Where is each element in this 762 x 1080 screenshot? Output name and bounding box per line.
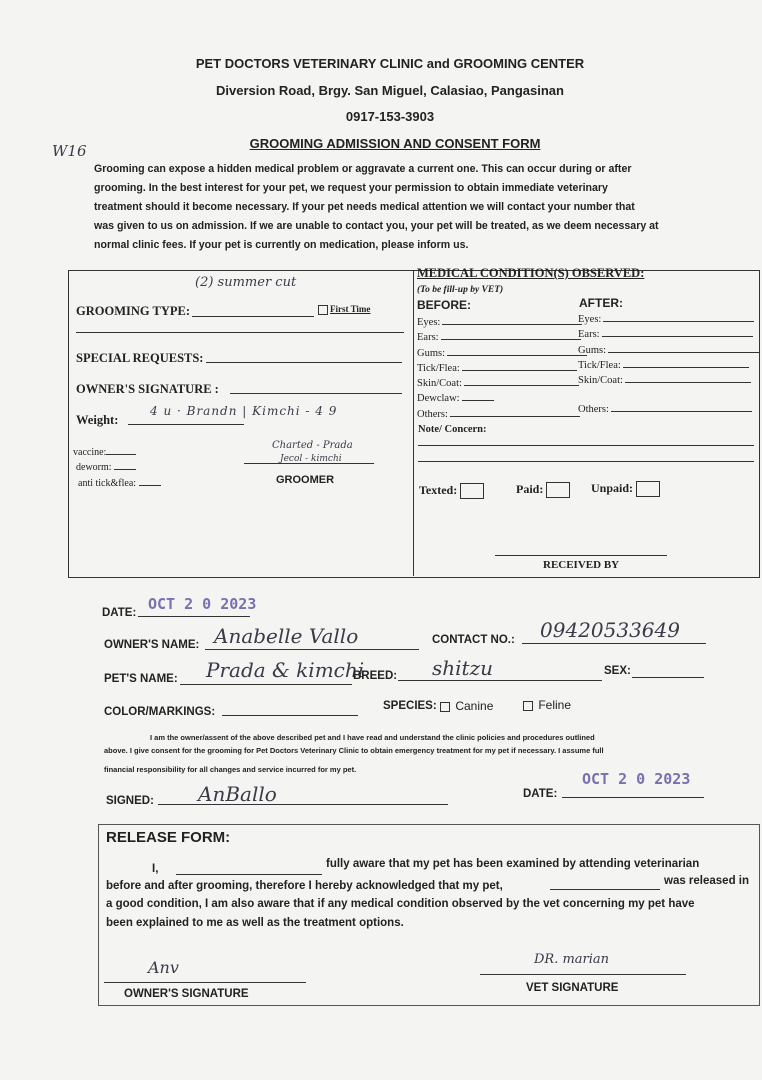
medical-row-line[interactable]	[611, 411, 752, 412]
feline-option[interactable]	[523, 698, 571, 712]
antitick-row	[78, 478, 161, 489]
medical-row-line[interactable]	[441, 339, 581, 340]
intro-line: Grooming can expose a hidden medical problem or aggravate a current one. This can occur during or after	[94, 163, 632, 175]
form-title: GROOMING ADMISSION AND CONSENT FORM	[249, 136, 541, 151]
owner-signature-caption: OWNER'S SIGNATURE	[124, 988, 249, 1000]
breed-label: BREED:	[353, 670, 398, 682]
column-divider	[413, 270, 414, 576]
medical-row-label: Gums:	[578, 344, 607, 356]
release-name-line	[176, 874, 322, 875]
note-concern-label: Note/ Concern:	[418, 424, 487, 435]
medical-row-line[interactable]	[447, 355, 587, 356]
groomer-note-2: Jecol - kimchi	[280, 454, 342, 464]
paid-label: Paid:	[516, 482, 544, 496]
medical-row	[578, 345, 750, 360]
deworm-label: deworm:	[76, 462, 112, 473]
owner-name-line	[205, 649, 419, 650]
color-markings-line	[222, 715, 358, 716]
intro-line: normal clinic fees. If your pet is currently on medication, please inform us.	[94, 239, 469, 251]
medical-row	[417, 363, 577, 378]
clinic-name: PET DOCTORS VETERINARY CLINIC and GROOMING CENTER	[195, 56, 585, 71]
unpaid-checkbox[interactable]	[636, 481, 660, 497]
weight-label: Weight:	[76, 413, 119, 427]
contact-value: 09420533649	[540, 618, 680, 642]
release-line-4: been explained to me as well as the treatment options.	[106, 917, 404, 929]
note-line-1	[418, 445, 754, 446]
medical-row-label: Dewclaw:	[417, 393, 460, 405]
canine-label: Canine	[455, 699, 494, 713]
medical-row-line[interactable]	[442, 324, 582, 325]
weight-line	[128, 424, 244, 425]
medical-row	[578, 360, 750, 375]
received-by-line	[495, 555, 667, 556]
medical-row	[578, 314, 750, 329]
special-requests-label: SPECIAL REQUESTS:	[76, 351, 204, 365]
paid-checkbox[interactable]	[546, 482, 570, 498]
vet-signature-caption: VET SIGNATURE	[526, 982, 619, 994]
medical-row-label: Skin/Coat:	[578, 375, 623, 387]
consent-date-label: DATE:	[523, 788, 558, 800]
medical-row-label: Eyes:	[417, 317, 441, 328]
date-stamp: OCT 2 0 2023	[148, 595, 257, 613]
owner-name-value: Anabelle Vallo	[214, 624, 359, 648]
medical-row-line[interactable]	[450, 416, 580, 417]
before-label: BEFORE:	[417, 298, 471, 312]
medical-row-label: Ears:	[578, 329, 600, 341]
species-label: SPECIES:	[383, 700, 437, 712]
intro-line: grooming. In the best interest for your pet, we request your permission to obtain immediate veterinary	[94, 182, 608, 194]
release-pet-line	[550, 889, 660, 890]
first-time-checkbox[interactable]	[318, 304, 370, 315]
checkbox-icon	[523, 701, 533, 711]
medical-row	[578, 404, 750, 419]
texted-field[interactable]	[419, 483, 484, 499]
owner-signature-line	[104, 982, 306, 983]
grooming-type-line	[192, 316, 314, 317]
after-label: AFTER:	[579, 296, 623, 310]
medical-row	[417, 317, 577, 332]
vaccine-row	[73, 447, 136, 458]
medical-row	[417, 332, 577, 347]
medical-row-label: Others:	[417, 408, 448, 420]
unpaid-label: Unpaid:	[591, 481, 634, 495]
release-line-2a: before and after grooming, therefore I hereby acknowledged that my pet,	[106, 880, 503, 892]
date-label: DATE:	[102, 607, 137, 619]
paid-field[interactable]	[516, 482, 570, 498]
medical-row	[417, 348, 577, 363]
medical-row	[417, 393, 577, 408]
vaccine-label: vaccine:	[73, 447, 107, 458]
medical-row	[578, 375, 750, 390]
groomer-label: GROOMER	[276, 474, 335, 486]
sex-label: SEX:	[604, 665, 631, 677]
grooming-type-value: (2) summer cut	[195, 275, 297, 290]
date-line	[138, 616, 250, 617]
pet-name-value: Prada & kimchi	[206, 658, 365, 682]
medical-row-label: Ears:	[417, 332, 439, 344]
antitick-label: anti tick&flea:	[78, 478, 137, 489]
breed-value: shitzu	[432, 656, 493, 680]
intro-paragraph	[94, 160, 714, 255]
medical-row-line[interactable]	[602, 336, 753, 337]
release-i: I,	[152, 863, 159, 875]
medical-title: MEDICAL CONDITION(S) OBSERVED:	[417, 266, 645, 280]
groomer-line	[244, 463, 374, 464]
medical-row-line[interactable]	[603, 321, 754, 322]
medical-row	[417, 409, 577, 424]
release-box	[98, 824, 760, 1006]
grooming-type-extra-line	[76, 332, 404, 333]
medical-row-label: Gums:	[417, 347, 446, 359]
before-list	[417, 317, 577, 424]
canine-option[interactable]	[440, 699, 493, 713]
checkbox-icon	[318, 305, 328, 315]
medical-row-line[interactable]	[462, 400, 494, 401]
pet-name-label: PET'S NAME:	[104, 673, 178, 685]
release-line-2b: was released in	[664, 875, 750, 887]
clinic-address: Diversion Road, Brgy. San Miguel, Calasiao, Pangasinan	[216, 83, 564, 98]
medical-row-label: Others:	[578, 404, 609, 416]
medical-row-line[interactable]	[462, 370, 577, 371]
deworm-row	[76, 462, 136, 473]
texted-checkbox[interactable]	[460, 483, 484, 499]
note-line-2	[418, 461, 754, 462]
medical-row-line[interactable]	[608, 352, 759, 353]
contact-line	[522, 643, 706, 644]
owner-signature-value: Anv	[148, 958, 179, 977]
intro-line: was given to us on admission. If we are unable to contact you, your pet will be treated, as we deem necessary at	[94, 220, 659, 232]
release-line-3: a good condition, I am also aware that if any medical condition observed by the vet concerning my pet have	[106, 898, 695, 910]
first-time-label: First Time	[330, 304, 371, 314]
medical-row-label: Eyes:	[578, 314, 602, 325]
checkbox-icon	[440, 702, 450, 712]
medical-row	[578, 329, 750, 344]
contact-label: CONTACT NO.:	[432, 634, 515, 646]
clinic-phone: 0917-153-3903	[345, 109, 435, 124]
texted-label: Texted:	[419, 483, 458, 497]
received-by-label: RECEIVED BY	[543, 559, 620, 571]
pet-name-line	[180, 684, 352, 685]
vet-signature-line	[480, 974, 686, 975]
medical-row-label: Tick/Flea:	[578, 359, 621, 371]
groomer-note-1: Charted - Prada	[272, 440, 353, 451]
special-requests-line	[206, 362, 402, 363]
unpaid-field[interactable]	[591, 481, 660, 497]
consent-line-2: above. I give consent for the grooming for Pet Doctors Veterinary Clinic to obtain emergency treatment for my pet if necessary. I assume full	[104, 746, 604, 755]
sex-line	[632, 677, 704, 678]
medical-row-label: Tick/Flea:	[417, 362, 460, 374]
signed-line	[158, 804, 448, 805]
consent-date-stamp: OCT 2 0 2023	[582, 770, 691, 788]
medical-row-line[interactable]	[623, 367, 749, 368]
owner-name-label: OWNER'S NAME:	[104, 639, 200, 651]
consent-date-line	[562, 797, 704, 798]
breed-line	[398, 680, 602, 681]
grooming-type-label: GROOMING TYPE:	[76, 304, 191, 318]
medical-row-line[interactable]	[464, 385, 579, 386]
medical-row-label: Skin/Coat:	[417, 378, 462, 390]
consent-line-1: I am the owner/assent of the above described pet and I have read and understand the clinic policies and procedures outlined	[150, 733, 595, 742]
signed-value: AnBallo	[198, 782, 277, 806]
consent-line-3: financial responsibility for all changes and service incurred for my pet.	[104, 765, 357, 774]
release-line-1: fully aware that my pet has been examined by attending veterinarian	[326, 858, 700, 870]
color-markings-label: COLOR/MARKINGS:	[104, 706, 216, 718]
weight-value: 4 u · Brandn | Kimchi - 4 9	[150, 404, 338, 418]
margin-note: W16	[52, 142, 87, 160]
medical-subtitle: (To be fill-up by VET)	[417, 285, 504, 295]
medical-row-line[interactable]	[625, 382, 751, 383]
release-title: RELEASE FORM:	[106, 829, 231, 846]
medical-row	[417, 378, 577, 393]
owner-signature-label: OWNER'S SIGNATURE :	[76, 382, 219, 396]
intro-line: treatment should it become necessary. If your pet needs medical attention we will contact your number that	[94, 201, 635, 213]
feline-label: Feline	[538, 698, 572, 712]
signed-label: SIGNED:	[106, 795, 154, 807]
after-list	[578, 314, 750, 420]
owner-signature-line	[230, 393, 402, 394]
vet-signature-value: DR. marian	[534, 952, 610, 967]
